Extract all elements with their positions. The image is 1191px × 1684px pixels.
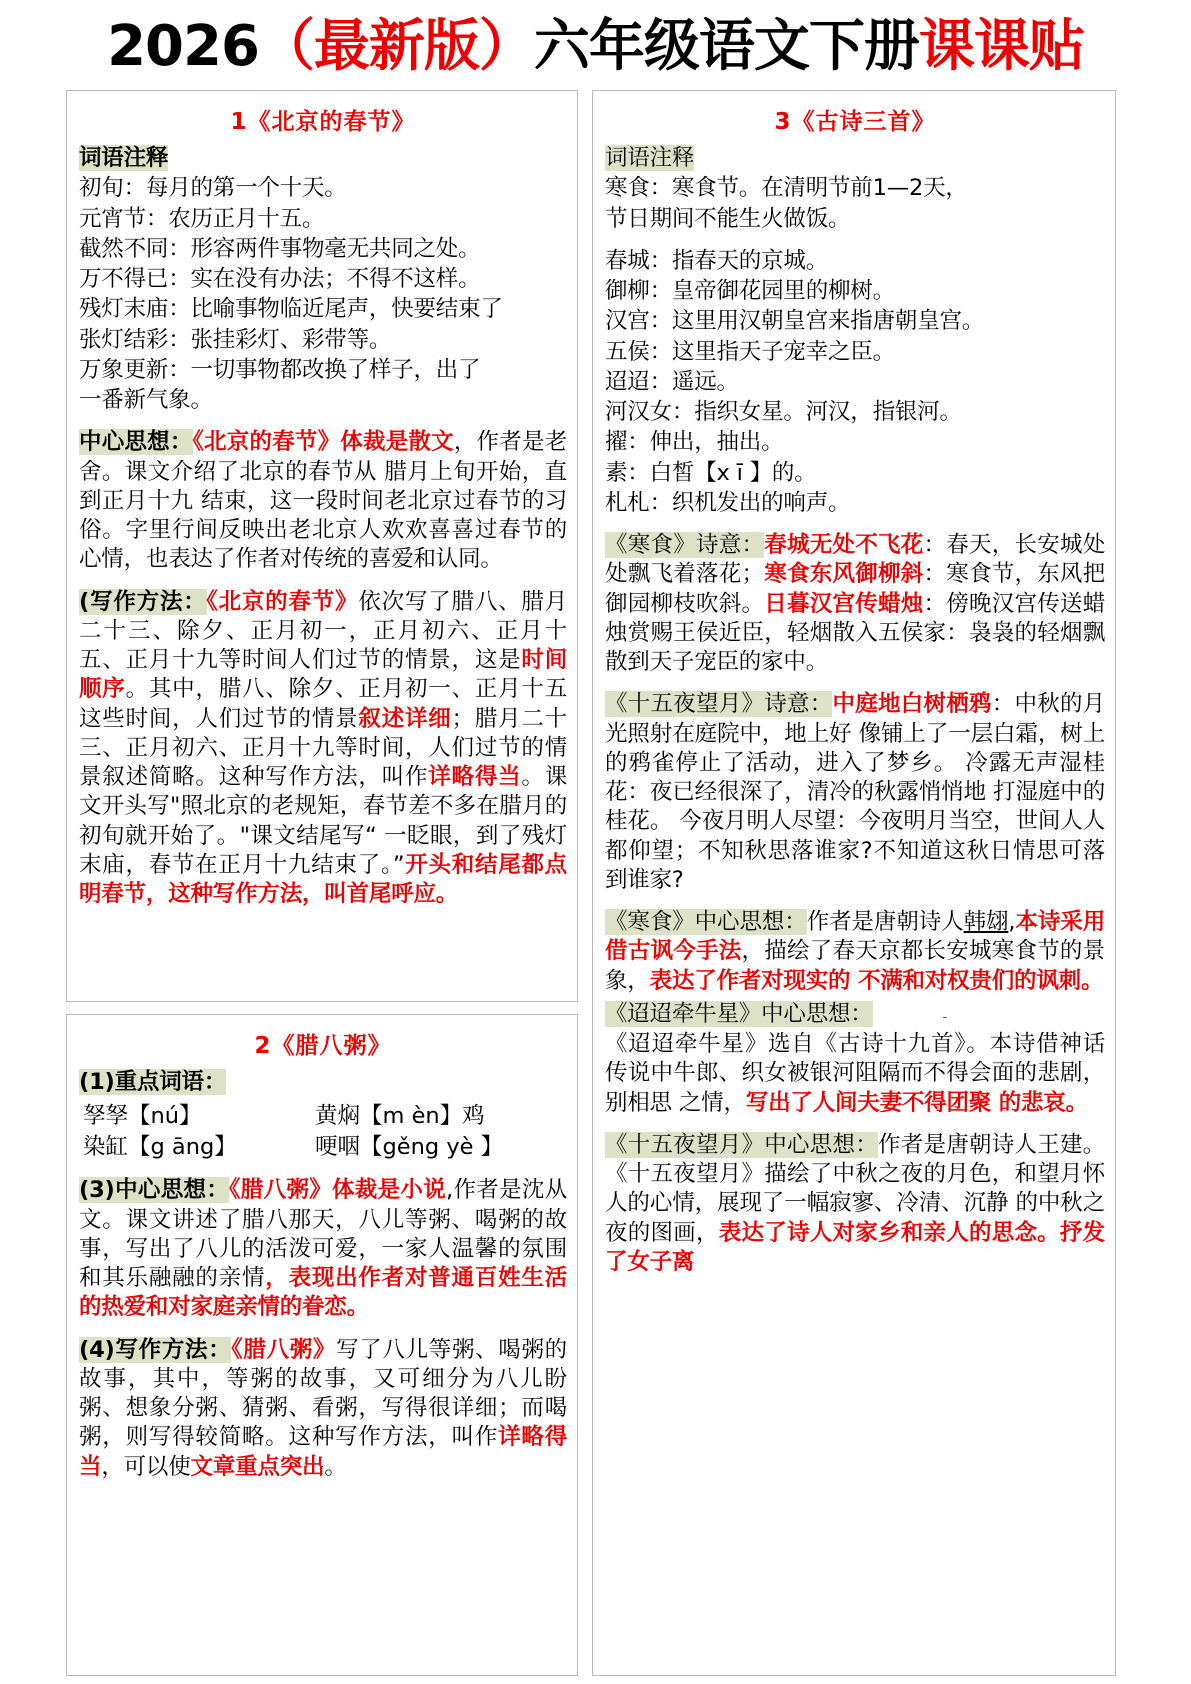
keyword-item: 哽咽【gěng yè 】	[315, 1134, 504, 1161]
theme-text-1: 作者是唐朝诗人韩翃,	[806, 909, 1016, 936]
lesson2-card	[66, 1014, 578, 1676]
lesson2-title: 2《腊八粥》	[254, 1033, 392, 1060]
theme-label: 中心思想：	[79, 429, 193, 456]
lesson3-vocab-label-line	[605, 144, 1105, 173]
niulang-theme-label: 《迢迢牵牛星》中心思想：	[605, 1000, 873, 1027]
vocab-line: 擢：伸出，抽出。	[605, 429, 784, 456]
method-red-9: 开头和结尾都点明春节，这种写作方法，叫首尾呼应。	[79, 851, 567, 908]
hanshi-theme-label: 《寒食》中心思想：	[605, 909, 807, 936]
title-suffix: 课课贴	[918, 14, 1084, 79]
vocab-label: 词语注释	[605, 145, 695, 172]
stray-dash-mark: -	[942, 1009, 948, 1025]
method-text-8: 。课文开头写"照北京的老规矩，春节差不多在腊月的初旬就开始了。"课文结尾写“ 一眨眼，到了残灯末庙，春节在正月十九结束了。”	[79, 764, 567, 878]
keywords-label: (1)重点词语：	[79, 1069, 227, 1096]
keyword-item: 染缸【g āng】	[83, 1134, 237, 1161]
theme-body: ，作者是老舍。课文介绍了北京的春节从 腊月上旬开始，直到正月十九 结束，这一段时间老北京过春节的习俗。字里行间反映出老北京人欢欢喜喜过春节的心情，也表达了作者对传统的喜爱和认同。	[79, 429, 567, 573]
method-text-6: 。	[324, 1453, 347, 1480]
vocab-line: 汉宫：这里用汉朝皇宫来指唐朝皇宫。	[605, 308, 985, 335]
method-red-3: 时间顺序	[79, 647, 567, 703]
vocab-line: 万不得已：实在没有办法；不得不这样。	[79, 266, 481, 293]
lesson1-card	[66, 90, 578, 1002]
niulang-theme-label-line	[605, 1000, 1105, 1029]
method-red-5: 叙述详细	[358, 705, 452, 732]
lesson2-keywords-label-line	[79, 1068, 567, 1097]
theme-body: ,作者是沈从文。课文讲述了腊八那天，八儿等粥、喝粥的故事，写出了八儿的活泼可爱，一家人温馨的氛围和其乐融融的亲情	[79, 1177, 567, 1292]
lesson1-vocab-label-line	[79, 144, 567, 173]
lesson2-theme-paragraph	[79, 1176, 567, 1322]
page-title	[0, 0, 1191, 90]
method-text-2: 写了八儿等粥、喝粥的故事，其中，等粥的故事，又可细分为八儿盼粥、想象分粥、猜粥、看粥，写得很详细；而喝粥，则写得较简略。这种写作方法，叫作	[79, 1336, 567, 1451]
wangyue-poem-label: 《十五夜望月》诗意：	[605, 691, 833, 718]
vocab-line: 截然不同：形容两件事物毫无共同之处。	[79, 235, 481, 262]
theme-text-1: 作者是唐朝诗人王建。《十五夜望月》描绘了中秋之夜的月色，和望月怀人的心情，展现了一幅寂寥、冷清、沉静 的中秋之夜的图画，	[605, 1131, 1105, 1246]
left-column	[66, 90, 578, 1676]
method-text-4: ，可以使	[101, 1453, 191, 1480]
vocab-line: 万象更新：一切事物都改换了样子，出了	[79, 356, 481, 383]
poem-text-2: ：中秋的月光照射在庭院中，地上好 像铺上了一层白霜，树上的鸦雀停止了活动，进入了梦乡。 冷露无声湿桂花：夜已经很深了，清冷的秋露悄悄地 打湿庭中的桂花。 今夜月明人尽望：今夜明月当空，世间人人都仰望；不知秋思落谁家?不知道这秋日情思可落到谁家?	[605, 691, 1105, 893]
lesson1-method-paragraph	[79, 588, 567, 910]
lesson1-theme-paragraph	[79, 428, 567, 574]
keyword-row	[83, 1101, 567, 1132]
method-red-7: 详略得当	[428, 764, 522, 791]
lesson3-title: 3《古诗三首》	[774, 109, 936, 136]
theme-red-lead: 《北京的春节》体裁是散文	[192, 429, 454, 456]
method-red-1: 《腊八粥》	[231, 1336, 337, 1363]
method-red-3: 详略得当	[79, 1424, 567, 1480]
lesson2-method-paragraph	[79, 1336, 567, 1482]
theme-red-2: 写出了人间夫妻不得团聚 的悲哀。	[745, 1089, 1088, 1116]
vocab-line: 春城：指春天的京城。	[605, 247, 829, 274]
theme-text-3: ，描绘了春天京都长安城寒食节的景象，	[605, 938, 1105, 994]
wangyue-theme-paragraph	[605, 1131, 1105, 1277]
title-grade: 六年级语文下册	[533, 14, 919, 79]
hanshi-theme-paragraph	[605, 908, 1105, 996]
wangyue-poem-paragraph	[605, 690, 1105, 895]
theme-text-1: 《迢迢牵牛星》选自《古诗十九首》。本诗借神话传说中牛郎、织女被银河阻隔而不得会面的悲剧，别相思 之情，	[605, 1031, 1105, 1116]
vocab-label: 词语注释	[79, 145, 169, 172]
wangyue-theme-label: 《十五夜望月》中心思想：	[605, 1131, 878, 1158]
poem-red-1: 春城无处不飞花	[764, 532, 924, 559]
vocab-line: 初旬：每月的第一个十天。	[79, 175, 347, 202]
keyword-row	[83, 1132, 567, 1163]
poem-red-3: 寒食东风御柳斜	[763, 561, 924, 588]
vocab-line: 札札：织机发出的响声。	[605, 489, 851, 516]
lesson3-card	[592, 90, 1116, 1676]
vocab-line: 元宵节：农历正月十五。	[79, 205, 325, 232]
vocab-line: 残灯末庙：比喻事物临近尾声，快要结束了	[79, 296, 503, 323]
title-year: 2026	[107, 14, 259, 79]
vocab-line: 节日期间不能生火做饭。	[605, 205, 851, 232]
lesson1-title: 1《北京的春节》	[230, 109, 416, 136]
method-text-2: 依次写了腊八、腊月二十三、除夕、正月初一，正月初六、正月十五、正月十九等时间人们过节的情景，这是	[79, 588, 568, 674]
poem-text-4: ：寒食节，东风把御园柳枝吹斜。	[605, 561, 1105, 617]
vocab-line: 素：白皙【x ī 】的。	[605, 459, 817, 486]
theme-red-tail: ，表现出作者对普通百姓生活的热爱和对家庭亲情的眷恋。	[79, 1265, 567, 1321]
poem-text-2: ：春天，长安城处处飘飞着落花；	[605, 532, 1105, 588]
vocab-line: 寒食：寒食节。在清明节前1—2天，	[605, 175, 968, 202]
hanshi-poem-paragraph	[605, 531, 1105, 677]
method-label: (4)写作方法：	[79, 1336, 232, 1363]
poem-text-6: ：傍晚汉宫传送蜡烛赏赐王侯近臣，轻烟散入五侯家：袅袅的轻烟飘散到天子宠臣的家中。	[605, 590, 1105, 676]
theme-red-lead: 《腊八粥》体裁是小说	[229, 1177, 446, 1204]
right-column	[592, 90, 1116, 1676]
theme-red-4: 表达了作者对现实的 不满和对权贵们的讽刺。	[649, 967, 1104, 994]
keyword-item: 孥孥【nú】	[83, 1103, 202, 1130]
keyword-item: 黄焖【m èn】鸡	[315, 1103, 485, 1130]
method-red-5: 文章重点突出	[190, 1453, 325, 1480]
keywords-list	[83, 1101, 567, 1163]
niulang-theme-body	[605, 1030, 1105, 1118]
author-name: 韩翃	[963, 909, 1009, 936]
theme-label: (3)中心思想：	[79, 1177, 230, 1204]
theme-red-2: 表达了诗人对家乡和亲人的思念。抒发了女子离	[605, 1219, 1105, 1275]
method-label: (写作方法：	[79, 588, 207, 615]
theme-red-2: 本诗采用借古讽今手法	[605, 909, 1106, 965]
method-red-1: 《北京的春节》	[206, 588, 359, 615]
vocab-line: 张灯结彩：张挂彩灯、彩带等。	[79, 326, 392, 353]
poem-red-5: 日暮汉宫传蜡烛	[764, 590, 924, 617]
vocab-line: 御柳：皇帝御花园里的柳树。	[605, 278, 895, 305]
hanshi-poem-label: 《寒食》诗意：	[605, 532, 765, 559]
poem-red-1: 中庭地白树栖鸦	[832, 691, 992, 718]
method-text-4: 。其中，腊八、除夕、正月初一、正月十五这些时间，人们过节的情景	[79, 676, 567, 732]
method-text-6: ；腊月二十三、正月初六、正月十九等时间，人们过节的情景叙述简略。这种写作方法，叫作	[79, 705, 567, 791]
vocab-line: 五侯：这里指天子宠幸之臣。	[605, 338, 895, 365]
columns-wrapper	[0, 90, 1191, 1676]
vocab-line: 一番新气象。	[79, 387, 213, 414]
title-edition: （最新版）	[258, 14, 534, 79]
vocab-line: 迢迢：遥远。	[605, 368, 739, 395]
vocab-line: 河汉女：指织女星。河汉，指银河。	[605, 399, 962, 426]
